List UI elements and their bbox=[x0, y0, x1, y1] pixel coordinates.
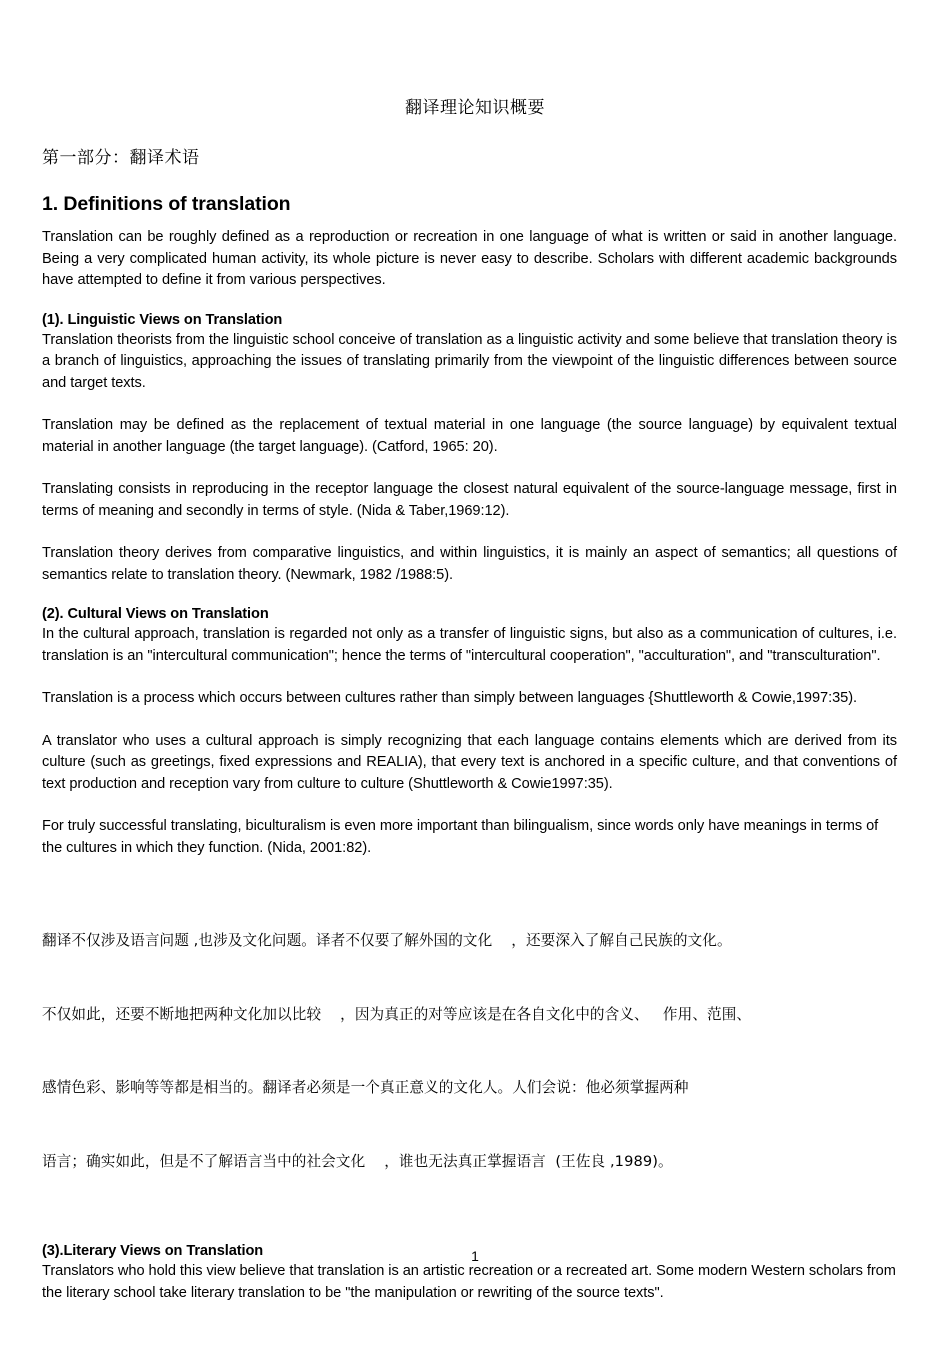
chinese-line: 感情色彩、影响等等都是相当的。翻译者必须是一个真正意义的文化人。人们会说：他必须掌握两种 bbox=[42, 1079, 689, 1096]
chinese-commentary-block bbox=[42, 880, 897, 1223]
paragraph-literary-views: Translators who hold this view believe that translation is an artistic recreation or a recreated art. Some modern Western scholars from the literary school take literary translation to be "the manipulation or rewriting of the source texts". bbox=[42, 1263, 896, 1301]
heading-linguistic-views: (1). Linguistic Views on Translation bbox=[42, 311, 283, 328]
heading-cultural-views: (2). Cultural Views on Translation bbox=[42, 606, 269, 622]
spacer bbox=[42, 859, 897, 880]
quote-newmark: Translation theory derives from comparative linguistics, and within linguistics, it is mainly an aspect of semantics; all questions of semantics relate to translation theory. (Newmark, 1982 /1988:5). bbox=[42, 545, 897, 583]
quote-nida-taber: Translating consists in reproducing in the receptor language the closest natural equivalent of the source-language message, first in terms of meaning and secondly in terms of style. (Nida & Taber,1969:12). bbox=[42, 481, 897, 519]
chinese-line: 语言；确实如此，但是不了解语言当中的社会文化 ，谁也无法真正掌握语言 (王佐良 ,1989)。 bbox=[42, 1152, 673, 1170]
quote-nida-2001: For truly successful translating, biculturalism is even more important than bilingualism, since words only have meanings in terms of the cultures in which they function. (Nida, 2001:82). bbox=[42, 818, 879, 856]
paragraph-cultural-views: In the cultural approach, translation is regarded not only as a transfer of linguistic signs, but also as a communication of cultures, i.e. translation is an "intercultural communication"; hence the terms of "intercultural cooperation", "acculturation", and "transculturation". bbox=[42, 626, 897, 664]
spacer bbox=[42, 522, 897, 543]
chinese-line: 不仅如此，还要不断地把两种文化加以比较 ，因为真正的对等应该是在各自文化中的含义、 作用、范围、 bbox=[42, 1005, 752, 1023]
paragraph-intro: Translation can be roughly defined as a reproduction or recreation in one language of what is written or said in another language. Being a very complicated human activity, its whole picture is never easy to describe. Scholars with different academic backgrounds have attempted to define it from various perspectives. bbox=[42, 229, 897, 288]
spacer bbox=[42, 394, 897, 415]
quote-translator-cultural-approach: A translator who uses a cultural approach is simply recognizing that each language contains elements which are derived from its culture (such as greetings, fixed expressions and REALIA), that every text is anchored in a specific culture, and that conventions of text production and reception vary from culture to culture (Shuttleworth & Cowie1997:35). bbox=[42, 732, 897, 792]
part-heading: 第一部分：翻译术语 bbox=[42, 148, 200, 168]
spacer bbox=[42, 586, 897, 605]
spacer bbox=[42, 292, 897, 311]
quote-catford: Translation may be defined as the replacement of textual material in one language (the source language) by equivalent textual material in another language (the target language). (Catford, 1965: 20). bbox=[42, 417, 897, 455]
spacer bbox=[42, 458, 897, 479]
spacer bbox=[42, 710, 897, 731]
heading-definitions-of-translation: 1. Definitions of translation bbox=[42, 193, 291, 215]
document-body bbox=[32, 168, 918, 1304]
quote-shuttleworth-cowie: Translation is a process which occurs between cultures rather than simply between languages {Shuttleworth & Cowie,1997:35). bbox=[42, 690, 858, 706]
page-title: 翻译理论知识概要 bbox=[405, 98, 545, 118]
chinese-line: 翻译不仅涉及语言问题 ,也涉及文化问题。译者不仅要了解外国的文化 ，还要深入了解自己民族的文化。 bbox=[42, 932, 732, 949]
paragraph-linguistic-views: Translation theorists from the linguistic school conceive of translation as a linguistic activity and some believe that translation theory is a branch of linguistics, approaching the issues of translating primarily from the viewpoint of the linguistic differences between source and target texts. bbox=[42, 331, 897, 391]
spacer bbox=[42, 667, 897, 688]
page-number: 1 bbox=[471, 1248, 479, 1264]
spacer bbox=[42, 795, 897, 816]
heading-literary-views: (3).Literary Views on Translation bbox=[42, 1243, 264, 1259]
spacer bbox=[42, 1223, 897, 1242]
